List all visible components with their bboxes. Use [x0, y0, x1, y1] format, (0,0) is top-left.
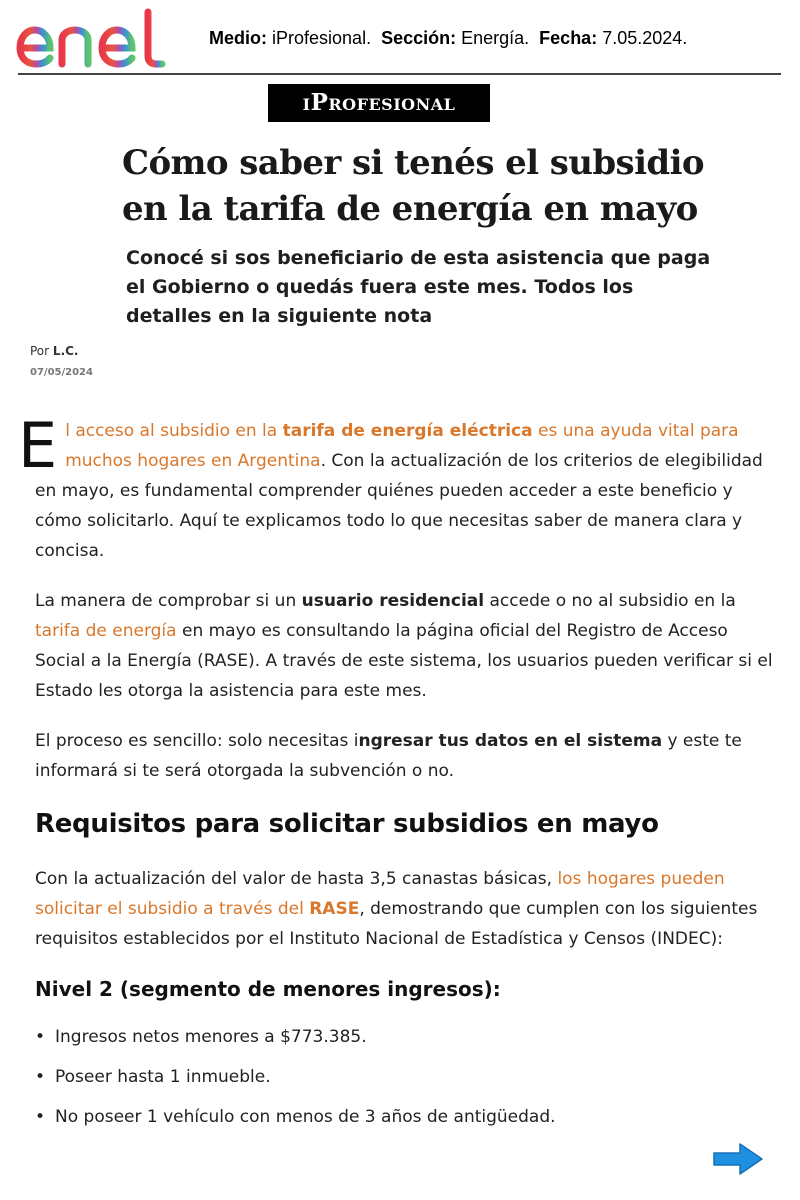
paragraph-1	[18, 409, 780, 566]
paragraph-2-text-a: La manera de comprobar si un	[35, 591, 302, 611]
clipping-header	[0, 0, 800, 76]
list-item: • Poseer hasta 1 inmueble.	[35, 1062, 780, 1092]
requirements-list	[35, 1022, 780, 1132]
paragraph-2-text-c: en mayo es consultando la página oficial del Registro de Acceso Social a la Energía (RASE). A través de este sistema, los usuarios pueden verificar si el Estado les otorga la asistencia para este mes.	[35, 621, 773, 701]
paragraph-4-text-b: , demostrando que cumplen con los siguientes requisitos establecidos por el Instituto Nacional de Estadística y Censos (INDEC):	[35, 899, 758, 949]
link-hogares-rase[interactable]: los hogares pueden solicitar el subsidio a través del	[35, 869, 725, 919]
fecha-label: Fecha:	[539, 28, 598, 48]
paragraph-2	[35, 586, 780, 706]
medio-label: Medio:	[209, 28, 267, 48]
article-subtitle: Conocé si sos beneficiario de esta asistencia que paga el Gobierno o quedás fuera este mes. Todos los detalles en la siguiente nota	[126, 247, 711, 327]
list-item: • No poseer 1 vehículo con menos de 3 años de antigüedad.	[35, 1102, 780, 1132]
section-heading: Requisitos para solicitar subsidios en mayo	[35, 809, 659, 839]
byline	[30, 344, 79, 358]
right-arrow-icon[interactable]	[712, 1142, 764, 1176]
link-rase[interactable]: RASE	[309, 899, 360, 919]
seccion-value: Energía.	[461, 28, 530, 48]
paragraph-2-text-b: accede o no al subsidio en la	[484, 591, 736, 611]
medio-value: iProfesional.	[272, 28, 372, 48]
seccion-label: Sección:	[381, 28, 457, 48]
link-intro-a[interactable]: l acceso al subsidio en la	[65, 421, 283, 441]
author-link[interactable]: L.C.	[52, 344, 79, 358]
enel-logo	[14, 6, 182, 72]
paragraph-4-text-a: Con la actualización del valor de hasta 3,5 canastas básicas,	[35, 869, 558, 889]
bold-ingresar-datos: ngresar tus datos en el sistema	[358, 731, 663, 751]
dropcap: E	[18, 409, 58, 482]
link-intro-c[interactable]: es una ayuda vital para muchos hogares en Argentina	[65, 421, 739, 471]
paragraph-3	[35, 726, 780, 786]
clipping-meta	[209, 28, 687, 49]
paragraph-3-text-b: y este te informará si te será otorgada la subvención o no.	[35, 731, 742, 781]
article-date: 07/05/2024	[30, 367, 93, 378]
header-divider	[18, 73, 781, 75]
link-tarifa-energia[interactable]: tarifa de energía	[35, 621, 177, 641]
list-item: • Ingresos netos menores a $773.385.	[35, 1022, 780, 1052]
fecha-value: 7.05.2024.	[602, 28, 688, 48]
article-title: Cómo saber si tenés el subsidio en la tarifa de energía en mayo	[122, 143, 704, 229]
bold-usuario-residencial: usuario residencial	[301, 591, 485, 611]
subsection-heading: Nivel 2 (segmento de menores ingresos):	[35, 977, 501, 1001]
paragraph-4	[35, 864, 780, 954]
iprofesional-masthead: iProfesional	[268, 84, 490, 122]
paragraph-3-text-a: El proceso es sencillo: solo necesitas i	[35, 731, 359, 751]
link-tarifa-energia-electrica[interactable]: tarifa de energía eléctrica	[282, 421, 533, 441]
byline-prefix: Por	[30, 344, 50, 358]
article-body	[18, 409, 780, 1142]
paragraph-1-text: . Con la actualización de los criterios de elegibilidad en mayo, es fundamental comprender quiénes pueden acceder a este beneficio y cómo solicitarlo. Aquí te explicamos todo lo que necesitas saber de manera clara y concisa.	[35, 451, 763, 561]
